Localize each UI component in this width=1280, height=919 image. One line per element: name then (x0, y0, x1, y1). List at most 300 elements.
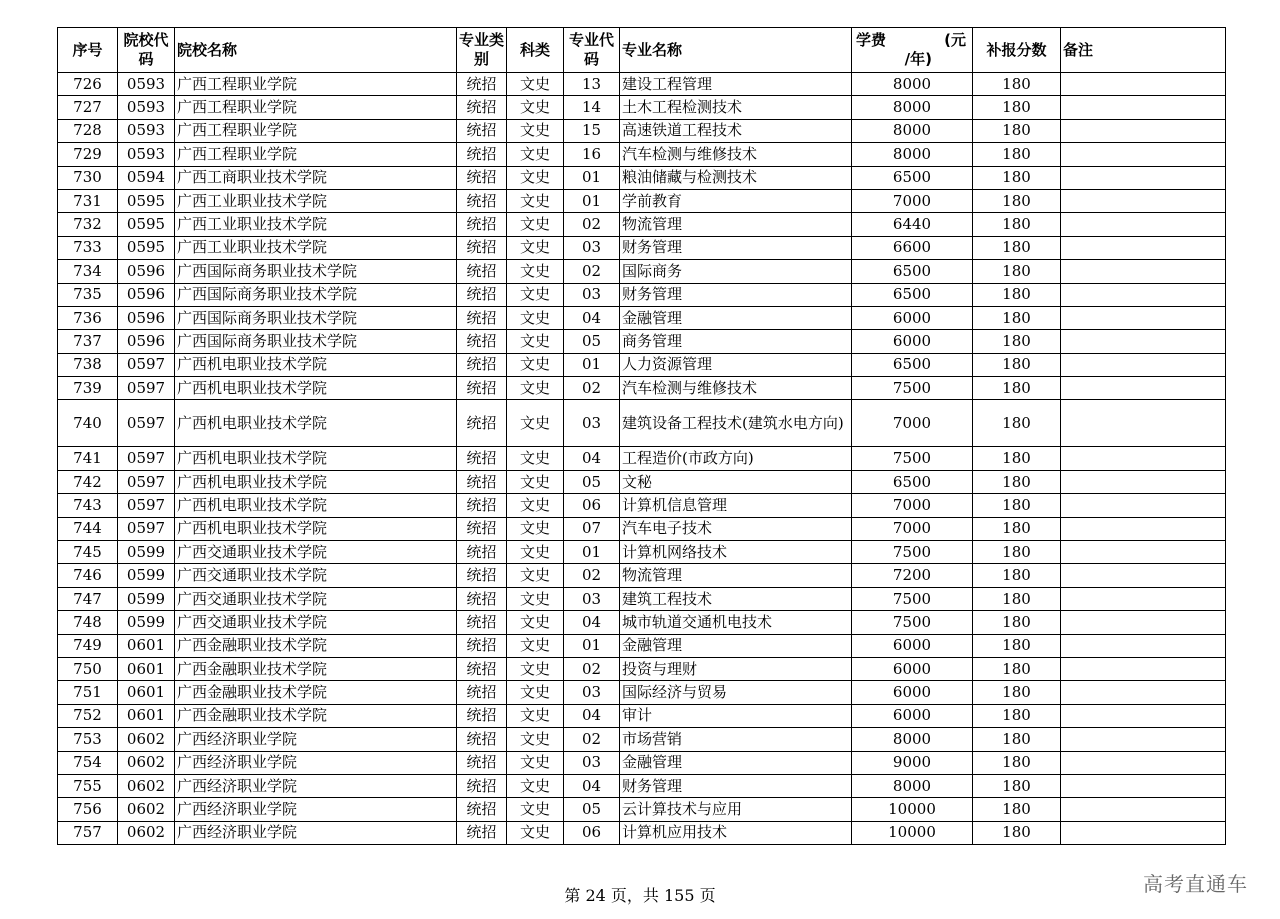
cell-major-name: 国际经济与贸易 (620, 681, 852, 704)
cell-category: 统招 (457, 587, 507, 610)
cell-category: 统招 (457, 330, 507, 353)
cell-note (1061, 704, 1226, 727)
cell-note (1061, 611, 1226, 634)
cell-category: 统招 (457, 681, 507, 704)
cell-school-code: 0599 (118, 564, 175, 587)
cell-score: 180 (973, 587, 1061, 610)
cell-school-name: 广西工程职业学院 (175, 119, 457, 142)
header-seq: 序号 (58, 28, 118, 73)
cell-category: 统招 (457, 73, 507, 96)
cell-note (1061, 143, 1226, 166)
cell-major-name: 高速铁道工程技术 (620, 119, 852, 142)
cell-note (1061, 751, 1226, 774)
cell-seq: 746 (58, 564, 118, 587)
cell-seq: 757 (58, 821, 118, 844)
cell-fee: 8000 (852, 143, 973, 166)
cell-note (1061, 541, 1226, 564)
cell-subject: 文史 (507, 353, 564, 376)
cell-fee: 6500 (852, 353, 973, 376)
table-row (58, 143, 1226, 166)
cell-score: 180 (973, 260, 1061, 283)
cell-school-code: 0596 (118, 330, 175, 353)
cell-school-name: 广西国际商务职业技术学院 (175, 330, 457, 353)
cell-major-code: 03 (564, 681, 620, 704)
cell-fee: 6500 (852, 283, 973, 306)
cell-category: 统招 (457, 283, 507, 306)
cell-school-code: 0601 (118, 634, 175, 657)
cell-score: 180 (973, 400, 1061, 447)
cell-school-code: 0595 (118, 213, 175, 236)
cell-major-code: 13 (564, 73, 620, 96)
cell-subject: 文史 (507, 447, 564, 470)
header-category: 专业类别 (457, 28, 507, 73)
cell-school-code: 0593 (118, 119, 175, 142)
cell-subject: 文史 (507, 494, 564, 517)
cell-note (1061, 189, 1226, 212)
cell-seq: 741 (58, 447, 118, 470)
cell-score: 180 (973, 470, 1061, 493)
cell-seq: 728 (58, 119, 118, 142)
header-school-name: 院校名称 (175, 28, 457, 73)
cell-score: 180 (973, 283, 1061, 306)
table-row (58, 306, 1226, 329)
cell-fee: 6440 (852, 213, 973, 236)
table-row (58, 73, 1226, 96)
cell-note (1061, 260, 1226, 283)
cell-major-name: 物流管理 (620, 213, 852, 236)
cell-score: 180 (973, 657, 1061, 680)
cell-category: 统招 (457, 798, 507, 821)
cell-score: 180 (973, 774, 1061, 797)
cell-major-code: 03 (564, 283, 620, 306)
table-row (58, 821, 1226, 844)
table-row (58, 774, 1226, 797)
cell-school-name: 广西金融职业技术学院 (175, 681, 457, 704)
cell-school-name: 广西交通职业技术学院 (175, 611, 457, 634)
cell-score: 180 (973, 728, 1061, 751)
cell-fee: 10000 (852, 821, 973, 844)
cell-major-code: 02 (564, 260, 620, 283)
table-row (58, 798, 1226, 821)
table-row (58, 236, 1226, 259)
cell-major-code: 04 (564, 704, 620, 727)
header-subject: 科类 (507, 28, 564, 73)
cell-fee: 6000 (852, 634, 973, 657)
cell-seq: 738 (58, 353, 118, 376)
cell-major-name: 金融管理 (620, 751, 852, 774)
cell-category: 统招 (457, 377, 507, 400)
cell-major-name: 财务管理 (620, 236, 852, 259)
cell-school-code: 0597 (118, 517, 175, 540)
cell-major-name: 金融管理 (620, 634, 852, 657)
cell-school-name: 广西机电职业技术学院 (175, 400, 457, 447)
cell-school-code: 0602 (118, 798, 175, 821)
table-row (58, 213, 1226, 236)
cell-fee: 7000 (852, 494, 973, 517)
cell-subject: 文史 (507, 96, 564, 119)
cell-seq: 734 (58, 260, 118, 283)
cell-major-code: 03 (564, 587, 620, 610)
cell-school-name: 广西经济职业学院 (175, 821, 457, 844)
cell-note (1061, 728, 1226, 751)
cell-note (1061, 166, 1226, 189)
page-footer: 第 24 页，共 155 页 (564, 886, 716, 905)
cell-subject: 文史 (507, 470, 564, 493)
cell-category: 统招 (457, 494, 507, 517)
cell-school-code: 0602 (118, 728, 175, 751)
cell-subject: 文史 (507, 260, 564, 283)
cell-seq: 750 (58, 657, 118, 680)
cell-school-code: 0597 (118, 377, 175, 400)
cell-seq: 732 (58, 213, 118, 236)
cell-score: 180 (973, 821, 1061, 844)
admission-table (57, 27, 1226, 845)
table-body (58, 73, 1226, 845)
cell-subject: 文史 (507, 400, 564, 447)
header-fee-per-year: /年) (904, 50, 932, 68)
cell-school-code: 0601 (118, 704, 175, 727)
cell-school-code: 0601 (118, 681, 175, 704)
table-row (58, 96, 1226, 119)
cell-category: 统招 (457, 634, 507, 657)
cell-fee: 8000 (852, 774, 973, 797)
cell-seq: 754 (58, 751, 118, 774)
cell-school-name: 广西交通职业技术学院 (175, 587, 457, 610)
cell-note (1061, 657, 1226, 680)
header-fee-unit: (元 (944, 31, 966, 49)
header-note: 备注 (1061, 28, 1226, 73)
cell-school-code: 0596 (118, 283, 175, 306)
cell-school-code: 0593 (118, 96, 175, 119)
cell-major-code: 15 (564, 119, 620, 142)
cell-score: 180 (973, 634, 1061, 657)
cell-school-name: 广西工程职业学院 (175, 143, 457, 166)
cell-school-code: 0597 (118, 494, 175, 517)
cell-category: 统招 (457, 821, 507, 844)
cell-major-code: 01 (564, 189, 620, 212)
cell-major-code: 02 (564, 213, 620, 236)
cell-subject: 文史 (507, 774, 564, 797)
cell-seq: 756 (58, 798, 118, 821)
cell-major-name: 审计 (620, 704, 852, 727)
cell-note (1061, 236, 1226, 259)
cell-note (1061, 587, 1226, 610)
cell-score: 180 (973, 447, 1061, 470)
cell-seq: 742 (58, 470, 118, 493)
cell-subject: 文史 (507, 751, 564, 774)
cell-category: 统招 (457, 774, 507, 797)
cell-note (1061, 494, 1226, 517)
cell-seq: 727 (58, 96, 118, 119)
table-row (58, 494, 1226, 517)
cell-score: 180 (973, 73, 1061, 96)
cell-major-name: 商务管理 (620, 330, 852, 353)
cell-school-name: 广西工业职业技术学院 (175, 189, 457, 212)
cell-major-code: 02 (564, 377, 620, 400)
cell-school-name: 广西国际商务职业技术学院 (175, 283, 457, 306)
cell-school-name: 广西机电职业技术学院 (175, 494, 457, 517)
cell-seq: 730 (58, 166, 118, 189)
cell-school-name: 广西金融职业技术学院 (175, 657, 457, 680)
table-row (58, 330, 1226, 353)
cell-note (1061, 798, 1226, 821)
cell-score: 180 (973, 541, 1061, 564)
cell-major-code: 05 (564, 330, 620, 353)
cell-school-name: 广西工业职业技术学院 (175, 236, 457, 259)
cell-fee: 8000 (852, 728, 973, 751)
cell-seq: 748 (58, 611, 118, 634)
cell-school-name: 广西经济职业学院 (175, 798, 457, 821)
table-row (58, 119, 1226, 142)
cell-school-name: 广西金融职业技术学院 (175, 634, 457, 657)
cell-major-code: 02 (564, 657, 620, 680)
table-row (58, 751, 1226, 774)
cell-major-name: 汽车电子技术 (620, 517, 852, 540)
cell-seq: 744 (58, 517, 118, 540)
cell-subject: 文史 (507, 798, 564, 821)
cell-major-name: 市场营销 (620, 728, 852, 751)
cell-school-name: 广西金融职业技术学院 (175, 704, 457, 727)
cell-category: 统招 (457, 143, 507, 166)
cell-fee: 8000 (852, 96, 973, 119)
cell-subject: 文史 (507, 728, 564, 751)
cell-subject: 文史 (507, 236, 564, 259)
cell-subject: 文史 (507, 517, 564, 540)
cell-score: 180 (973, 377, 1061, 400)
cell-score: 180 (973, 330, 1061, 353)
cell-school-code: 0602 (118, 751, 175, 774)
cell-school-code: 0595 (118, 236, 175, 259)
header-major-code: 专业代码 (564, 28, 620, 73)
cell-school-code: 0602 (118, 774, 175, 797)
cell-fee: 7000 (852, 400, 973, 447)
cell-major-name: 计算机信息管理 (620, 494, 852, 517)
cell-major-name: 文秘 (620, 470, 852, 493)
cell-category: 统招 (457, 657, 507, 680)
cell-school-name: 广西机电职业技术学院 (175, 377, 457, 400)
cell-score: 180 (973, 798, 1061, 821)
table-row (58, 704, 1226, 727)
cell-school-code: 0593 (118, 143, 175, 166)
cell-note (1061, 681, 1226, 704)
cell-major-name: 建筑工程技术 (620, 587, 852, 610)
cell-school-name: 广西工程职业学院 (175, 96, 457, 119)
cell-seq: 753 (58, 728, 118, 751)
cell-school-name: 广西机电职业技术学院 (175, 353, 457, 376)
cell-note (1061, 377, 1226, 400)
cell-category: 统招 (457, 166, 507, 189)
cell-school-code: 0596 (118, 260, 175, 283)
table-row (58, 260, 1226, 283)
cell-note (1061, 564, 1226, 587)
cell-major-name: 计算机应用技术 (620, 821, 852, 844)
cell-major-name: 粮油储藏与检测技术 (620, 166, 852, 189)
cell-major-code: 02 (564, 728, 620, 751)
cell-note (1061, 774, 1226, 797)
cell-category: 统招 (457, 470, 507, 493)
cell-fee: 7500 (852, 587, 973, 610)
cell-fee: 8000 (852, 119, 973, 142)
cell-school-name: 广西国际商务职业技术学院 (175, 260, 457, 283)
cell-seq: 740 (58, 400, 118, 447)
cell-note (1061, 470, 1226, 493)
watermark: 高考直通车 (1143, 872, 1248, 896)
cell-category: 统招 (457, 353, 507, 376)
cell-note (1061, 517, 1226, 540)
cell-subject: 文史 (507, 377, 564, 400)
cell-major-name: 建筑设备工程技术(建筑水电方向) (620, 400, 852, 447)
cell-school-name: 广西工商职业技术学院 (175, 166, 457, 189)
cell-seq: 743 (58, 494, 118, 517)
cell-subject: 文史 (507, 73, 564, 96)
cell-seq: 726 (58, 73, 118, 96)
cell-major-code: 02 (564, 564, 620, 587)
cell-school-code: 0597 (118, 353, 175, 376)
cell-school-code: 0597 (118, 400, 175, 447)
cell-category: 统招 (457, 96, 507, 119)
cell-school-code: 0597 (118, 447, 175, 470)
cell-major-code: 05 (564, 470, 620, 493)
header-major-name: 专业名称 (620, 28, 852, 73)
cell-school-code: 0595 (118, 189, 175, 212)
cell-subject: 文史 (507, 681, 564, 704)
cell-major-name: 财务管理 (620, 774, 852, 797)
cell-school-name: 广西工业职业技术学院 (175, 213, 457, 236)
cell-seq: 735 (58, 283, 118, 306)
cell-seq: 736 (58, 306, 118, 329)
cell-subject: 文史 (507, 330, 564, 353)
cell-note (1061, 306, 1226, 329)
cell-fee: 6000 (852, 704, 973, 727)
cell-major-code: 03 (564, 751, 620, 774)
table-row (58, 634, 1226, 657)
cell-note (1061, 353, 1226, 376)
cell-major-code: 03 (564, 236, 620, 259)
cell-subject: 文史 (507, 657, 564, 680)
cell-major-name: 计算机网络技术 (620, 541, 852, 564)
cell-category: 统招 (457, 704, 507, 727)
cell-subject: 文史 (507, 704, 564, 727)
cell-score: 180 (973, 236, 1061, 259)
cell-major-name: 云计算技术与应用 (620, 798, 852, 821)
table-row (58, 377, 1226, 400)
cell-note (1061, 213, 1226, 236)
cell-fee: 7500 (852, 447, 973, 470)
cell-subject: 文史 (507, 213, 564, 236)
cell-school-name: 广西工程职业学院 (175, 73, 457, 96)
cell-seq: 745 (58, 541, 118, 564)
cell-seq: 755 (58, 774, 118, 797)
cell-seq: 731 (58, 189, 118, 212)
cell-major-name: 汽车检测与维修技术 (620, 143, 852, 166)
cell-school-name: 广西国际商务职业技术学院 (175, 306, 457, 329)
cell-school-code: 0599 (118, 541, 175, 564)
table-row (58, 611, 1226, 634)
cell-fee: 6000 (852, 306, 973, 329)
header-fee-label: 学费 (856, 31, 887, 49)
cell-seq: 752 (58, 704, 118, 727)
cell-note (1061, 634, 1226, 657)
cell-category: 统招 (457, 213, 507, 236)
cell-major-code: 06 (564, 494, 620, 517)
cell-score: 180 (973, 353, 1061, 376)
cell-fee: 6000 (852, 330, 973, 353)
cell-subject: 文史 (507, 821, 564, 844)
cell-seq: 747 (58, 587, 118, 610)
table-row (58, 587, 1226, 610)
cell-major-name: 人力资源管理 (620, 353, 852, 376)
cell-subject: 文史 (507, 564, 564, 587)
cell-major-code: 07 (564, 517, 620, 540)
table-row (58, 189, 1226, 212)
cell-major-code: 16 (564, 143, 620, 166)
cell-school-name: 广西经济职业学院 (175, 751, 457, 774)
header-row (58, 28, 1226, 73)
cell-score: 180 (973, 564, 1061, 587)
cell-category: 统招 (457, 236, 507, 259)
cell-school-code: 0596 (118, 306, 175, 329)
cell-fee: 6000 (852, 681, 973, 704)
cell-fee: 8000 (852, 73, 973, 96)
cell-note (1061, 73, 1226, 96)
cell-major-code: 06 (564, 821, 620, 844)
cell-note (1061, 119, 1226, 142)
cell-major-name: 金融管理 (620, 306, 852, 329)
cell-fee: 7500 (852, 377, 973, 400)
cell-major-code: 05 (564, 798, 620, 821)
cell-category: 统招 (457, 517, 507, 540)
cell-major-code: 04 (564, 447, 620, 470)
cell-category: 统招 (457, 260, 507, 283)
header-school-code: 院校代码 (118, 28, 175, 73)
cell-score: 180 (973, 96, 1061, 119)
cell-major-code: 04 (564, 306, 620, 329)
cell-seq: 737 (58, 330, 118, 353)
cell-score: 180 (973, 704, 1061, 727)
cell-subject: 文史 (507, 634, 564, 657)
cell-fee: 7000 (852, 517, 973, 540)
table-row (58, 517, 1226, 540)
cell-school-name: 广西交通职业技术学院 (175, 564, 457, 587)
table-row (58, 564, 1226, 587)
cell-score: 180 (973, 143, 1061, 166)
cell-major-name: 国际商务 (620, 260, 852, 283)
cell-category: 统招 (457, 400, 507, 447)
cell-fee: 10000 (852, 798, 973, 821)
cell-major-code: 04 (564, 774, 620, 797)
cell-major-name: 土木工程检测技术 (620, 96, 852, 119)
cell-subject: 文史 (507, 587, 564, 610)
cell-category: 统招 (457, 564, 507, 587)
cell-subject: 文史 (507, 611, 564, 634)
cell-school-name: 广西经济职业学院 (175, 728, 457, 751)
cell-school-code: 0594 (118, 166, 175, 189)
cell-seq: 729 (58, 143, 118, 166)
cell-fee: 7000 (852, 189, 973, 212)
cell-note (1061, 400, 1226, 447)
cell-note (1061, 447, 1226, 470)
cell-subject: 文史 (507, 143, 564, 166)
cell-category: 统招 (457, 611, 507, 634)
cell-major-name: 城市轨道交通机电技术 (620, 611, 852, 634)
header-score: 补报分数 (973, 28, 1061, 73)
cell-note (1061, 821, 1226, 844)
table-row (58, 400, 1226, 447)
cell-major-code: 01 (564, 634, 620, 657)
cell-category: 统招 (457, 189, 507, 212)
cell-school-code: 0597 (118, 470, 175, 493)
cell-major-code: 14 (564, 96, 620, 119)
